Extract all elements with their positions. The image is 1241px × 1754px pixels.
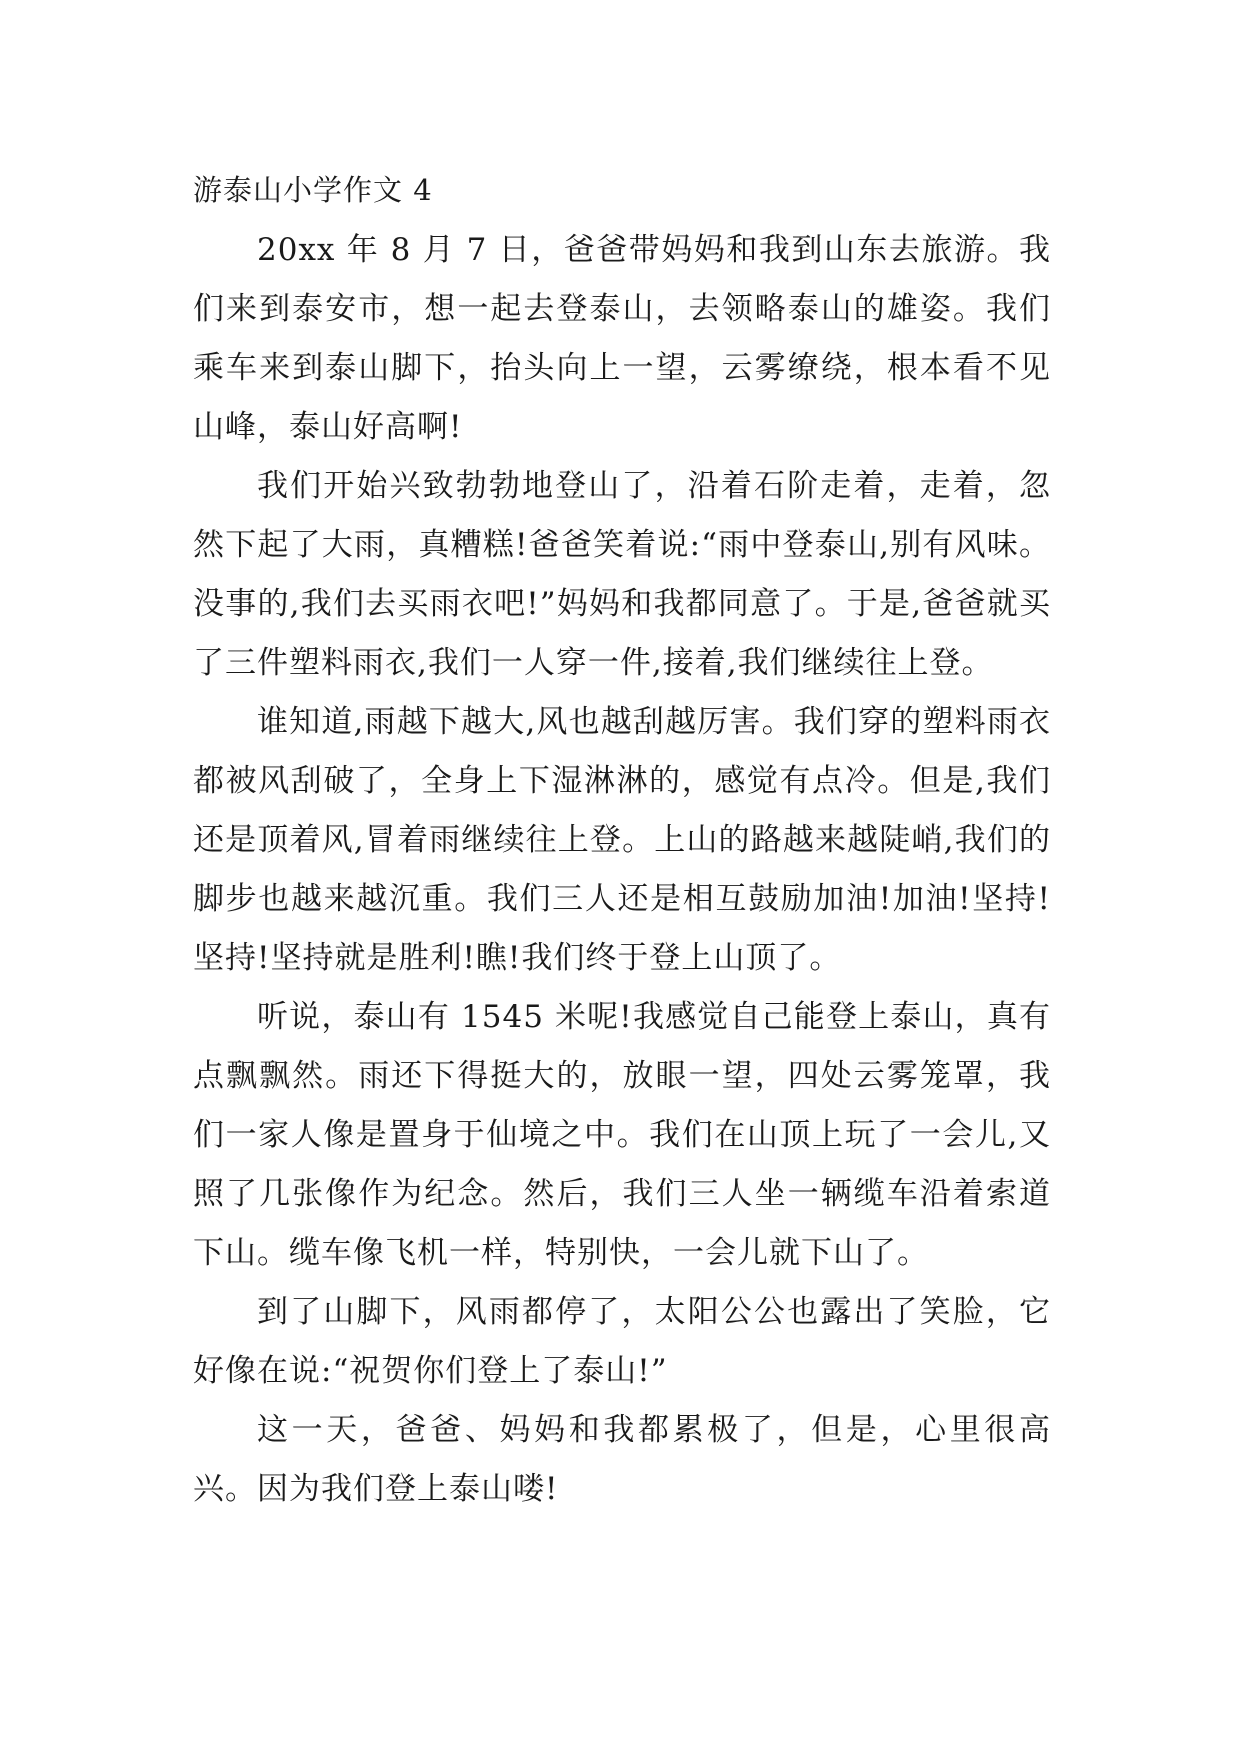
paragraph: 听说，泰山有 1545 米呢!我感觉自己能登上泰山，真有点飘飘然。雨还下得挺大的，放眼一望，四处云雾笼罩，我们一家人像是置身于仙境之中。我们在山顶上玩了一会儿,又照了几张像作为纪念。然后，我们三人坐一辆缆车沿着索道下山。缆车像飞机一样，特别快，一会儿就下山了。: [193, 999, 1051, 1271]
paragraph: 20xx 年 8 月 7 日，爸爸带妈妈和我到山东去旅游。我们来到泰安市，想一起去登泰山，去领略泰山的雄姿。我们乘车来到泰山脚下，抬头向上一望，云雾缭绕，根本看不见山峰，泰山好高啊!: [193, 232, 1051, 445]
document-body: [193, 168, 1051, 1519]
paragraph: 这一天，爸爸、妈妈和我都累极了，但是，心里很高兴。因为我们登上泰山喽!: [193, 1412, 1051, 1507]
document-title: 游泰山小学作文 4: [193, 173, 433, 207]
paragraph: 我们开始兴致勃勃地登山了，沿着石阶走着，走着，忽然下起了大雨，真糟糕!爸爸笑着说:“雨中登泰山,别有风味。没事的,我们去买雨衣吧!”妈妈和我都同意了。于是,爸爸就买了三件塑料雨衣,我们一人穿一件,接着,我们继续往上登。: [193, 468, 1051, 681]
paragraph: 到了山脚下，风雨都停了，太阳公公也露出了笑脸，它好像在说:“祝贺你们登上了泰山!”: [193, 1294, 1051, 1389]
paragraph: 谁知道,雨越下越大,风也越刮越厉害。我们穿的塑料雨衣都被风刮破了，全身上下湿淋淋的，感觉有点冷。但是,我们还是顶着风,冒着雨继续往上登。上山的路越来越陡峭,我们的脚步也越来越沉重。我们三人还是相互鼓励加油!加油!坚持!坚持!坚持就是胜利!瞧!我们终于登上山顶了。: [193, 704, 1051, 976]
